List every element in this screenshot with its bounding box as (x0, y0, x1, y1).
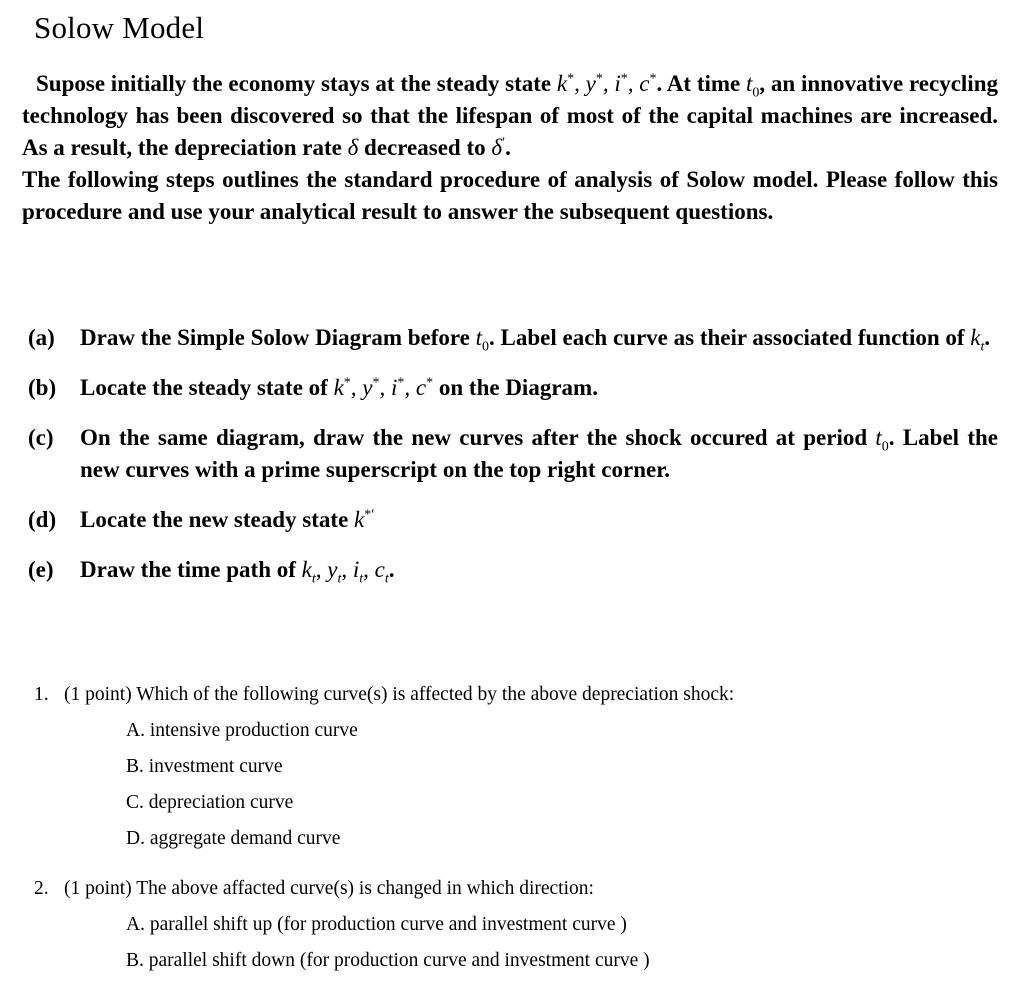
question-list (34, 682, 994, 998)
question-item (34, 682, 994, 862)
option-list (126, 718, 994, 862)
question-text: (1 point) Which of the following curve(s) is affected by the above depreciation shock: (64, 684, 735, 705)
question-number: 1. (34, 684, 49, 705)
math-steady-state: k*, y*, i*, c* (333, 375, 434, 400)
step-text-part: Draw the Simple Solow Diagram before (80, 325, 476, 350)
step-item (22, 372, 998, 404)
step-text (80, 504, 998, 536)
step-text-part: Locate the new steady state (80, 507, 355, 532)
step-text-part: . Label each curve as their associated function of (489, 325, 971, 350)
math-kt: $k_t$ (970, 325, 985, 355)
answer-option[interactable]: A. parallel shift up (for production curve and investment curve ) (126, 914, 627, 935)
step-item (22, 504, 998, 536)
math-t0: $t_0$ (475, 325, 490, 355)
step-label: (d) (28, 507, 57, 532)
answer-option[interactable]: D. aggregate demand curve (126, 828, 341, 849)
step-item (22, 422, 998, 486)
intro-text-b: . At time (656, 71, 747, 96)
step-text-part: Draw the time path of (80, 557, 302, 582)
option-list (126, 912, 994, 984)
step-text-part: On the same diagram, draw the new curves after the shock occured at period (80, 425, 876, 450)
step-text-part: . (388, 557, 395, 582)
step-label: (b) (28, 375, 57, 400)
intro-text-e: . (505, 135, 511, 160)
answer-option[interactable]: A. intensive production curve (126, 720, 358, 741)
answer-option[interactable]: B. investment curve (126, 756, 283, 777)
step-text (80, 372, 998, 404)
math-delta-prime: δ′ (491, 135, 506, 160)
step-text-part: Locate the steady state of (80, 375, 334, 400)
intro-paragraph-2: The following steps outlines the standard procedure of analysis of Solow model. Please follow this procedure and use your analytical result to answer the subsequent questions. (22, 167, 998, 224)
intro-text-c: , an innovative recycling technology has been discovered so that the lifespan of most of the capital machines are increased. As a result, the depreciation rate (22, 71, 998, 160)
math-steady-state: k*, y*, i*, c* (556, 71, 657, 96)
step-text (80, 322, 998, 354)
intro-text-a: Supose initially the economy stays at the steady state (36, 71, 557, 96)
step-text-part: . (984, 325, 991, 350)
step-text-part: on the Diagram. (433, 375, 598, 400)
step-label: (e) (28, 557, 54, 582)
question-stem (34, 682, 994, 708)
math-t0: $t_0$ (875, 425, 889, 455)
math-k-star-prime: k*′ (354, 507, 375, 532)
step-item (22, 322, 998, 354)
question-stem (34, 876, 994, 902)
intro-text (22, 68, 998, 228)
question-number: 2. (34, 878, 49, 899)
answer-option[interactable]: C. depreciation curve (126, 792, 294, 813)
answer-option[interactable]: B. parallel shift down (for production curve and investment curve ) (126, 950, 650, 971)
step-label: (c) (28, 425, 54, 450)
step-text (80, 422, 998, 486)
math-t0: $t_0$ (746, 71, 760, 101)
step-item (22, 554, 998, 586)
step-text-part: . Label the new curves with a prime superscript on the top right corner. (80, 425, 998, 482)
math-delta: δ (347, 135, 359, 160)
question-item (34, 876, 994, 984)
intro-text-d: decreased to (358, 135, 492, 160)
procedure-steps (22, 322, 998, 604)
intro-paragraph-1 (22, 68, 998, 164)
page-title: Solow Model (34, 10, 205, 45)
question-text: (1 point) The above affacted curve(s) is changed in which direction: (64, 878, 594, 899)
step-text (80, 554, 998, 586)
math-time-path-vars: $k_t$, $y_t$, $i_t$, $c_t$ (301, 557, 389, 587)
step-label: (a) (28, 325, 55, 350)
